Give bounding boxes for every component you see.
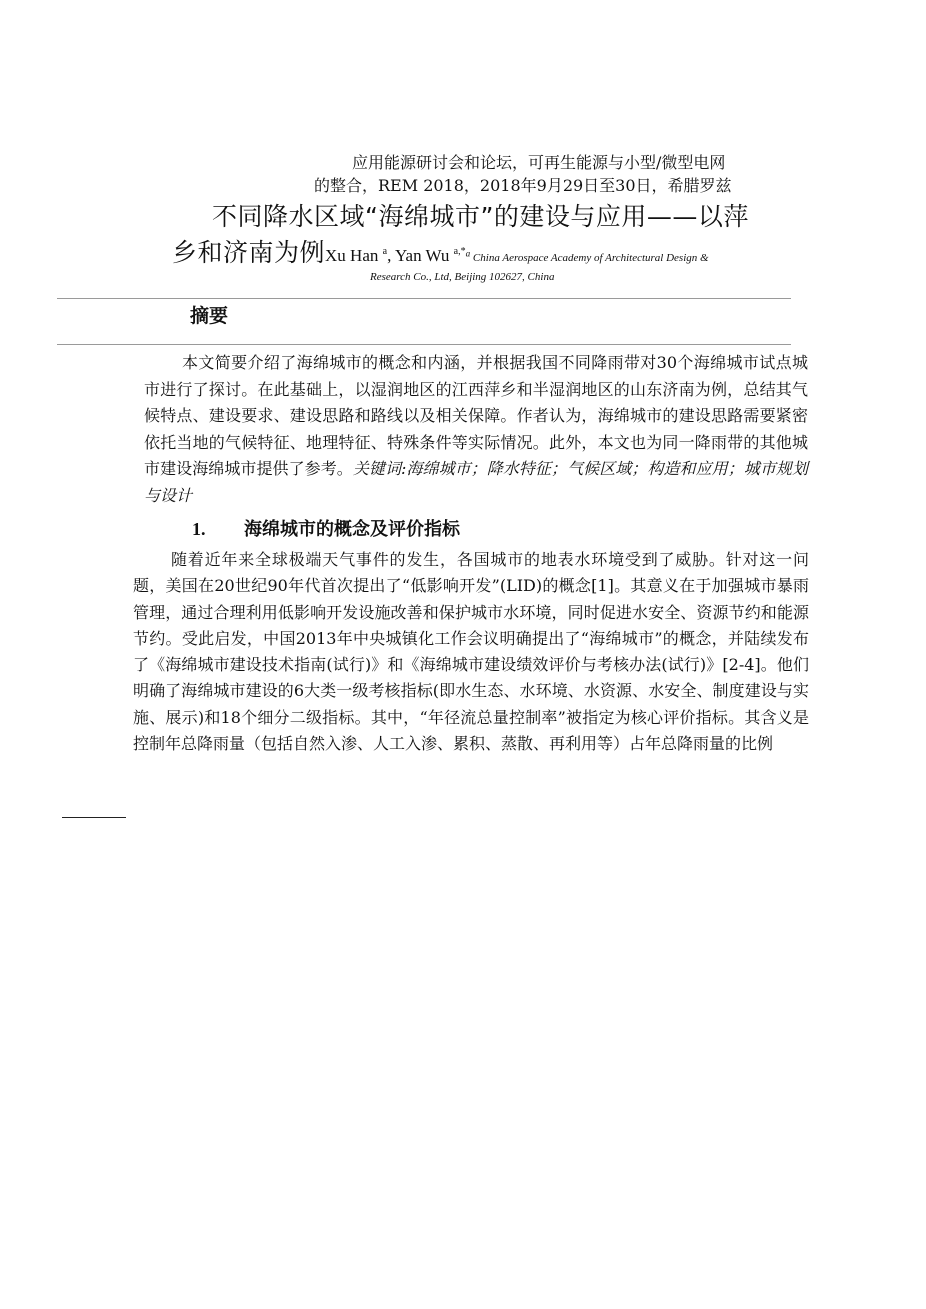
affiliation-line-2: Research Co., Ltd, Beijing 102627, China <box>370 271 555 283</box>
paper-title-line-1: 不同降水区域“海绵城市”的建设与应用——以萍 <box>212 202 749 231</box>
affiliation-mark: a <box>465 248 471 259</box>
footnote-divider <box>62 817 126 818</box>
abstract-body <box>144 350 808 509</box>
author-2-name: Yan Wu <box>394 246 450 265</box>
abstract-heading: 摘要 <box>190 305 229 327</box>
paper-title-line-2 <box>172 235 709 275</box>
abstract-top-divider <box>57 298 791 299</box>
conference-info-line-1: 应用能源研讨会和论坛，可再生能源与小型/微型电网 <box>352 153 726 172</box>
paper-title-line-2-text: 乡和济南为例 <box>172 238 326 267</box>
conference-info-line-2: 的整合，REM 2018，2018年9月29日至30日，希腊罗兹 <box>314 176 732 195</box>
author-1-affiliation-mark: a <box>382 246 388 257</box>
author-separator: , <box>387 246 395 265</box>
affiliation-text-1: China Aerospace Academy of Architectural Design & <box>472 252 709 264</box>
section-1-number: 1. <box>192 519 206 539</box>
affiliation-line-1 <box>465 248 709 264</box>
section-1-heading <box>192 515 460 544</box>
author-list <box>325 246 466 265</box>
section-1-body: 随着近年来全球极端天气事件的发生，各国城市的地表水环境受到了威胁。针对这一问题，美国在20世纪90年代首次提出了“低影响开发”(LID)的概念[1]。其意义在于加强城市暴雨管理，通过合理利用低影响开发设施改善和保护城市水环境，同时促进水安全、资源节约和能源节约。受此启发，中国2013年中央城镇化工作会议明确提出了“海绵城市”的概念，并陆续发布了《海绵城市建设技术指南(试行)》和《海绵城市建设绩效评价与考核办法(试行)》[2-4]。他们明确了海绵城市建设的6大类一级考核指标(即水生态、水环境、水资源、水安全、制度建设与实施、展示)和18个细分二级指标。其中，“年径流总量控制率”被指定为核心评价指标。其含义是控制年总降雨量（包括自然入渗、人工入渗、累积、蒸散、再利用等）占年总降雨量的比例 <box>133 550 809 754</box>
author-2-affiliation-mark: a,* <box>453 246 466 257</box>
abstract-bottom-divider <box>57 344 791 345</box>
abstract-text: 本文简要介绍了海绵城市的概念和内涵，并根据我国不同降雨带对30个海绵城市试点城市进行了探讨。在此基础上，以湿润地区的江西萍乡和半湿润地区的山东济南为例，总结其气候特点、建设要求、建设思路和路线以及相关保障。作者认为，海绵城市的建设思路需要紧密依托当地的气候特征、地理特征、特殊条件等实际情况。此外，本文也为同一降雨带的其他城市建设海绵城市提供了参考。 <box>144 353 808 478</box>
author-1-name: Xu Han <box>325 246 379 265</box>
section-1-title: 海绵城市的概念及评价指标 <box>244 519 460 540</box>
keywords: 关键词:海绵城市；降水特征；气候区域；构造和应用；城市规划与设计 <box>144 459 808 505</box>
